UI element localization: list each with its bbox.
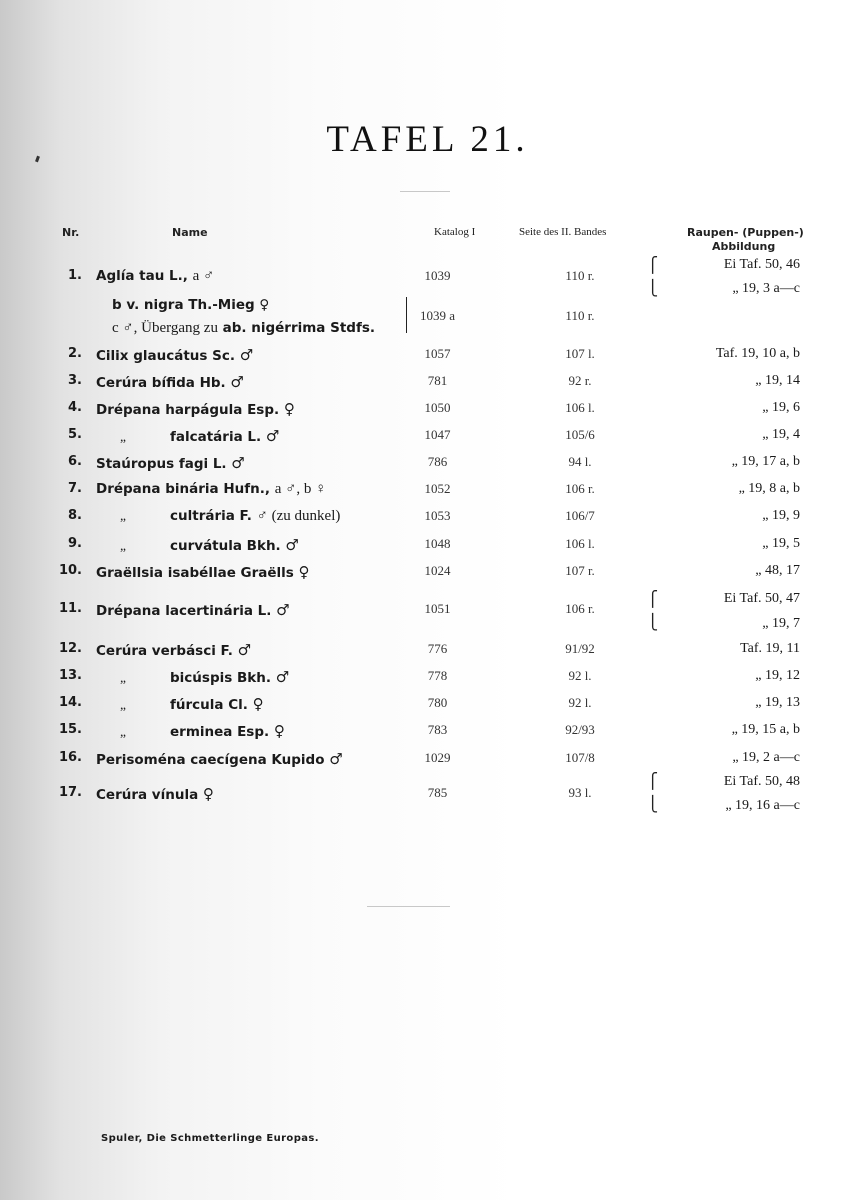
species-name xyxy=(96,427,279,445)
species-name xyxy=(96,454,245,472)
row-number: 4. xyxy=(68,400,82,415)
footer-credit: Spuler, Die Schmetterlinge Europas. xyxy=(101,1133,319,1144)
species-label: ab. nigérrima Stdfs. xyxy=(222,320,375,336)
row-number: 12. xyxy=(58,641,82,656)
specimen-note: a ♂, b ♀ xyxy=(274,481,327,497)
species-label: Perisoména caecígena Kupido xyxy=(96,752,325,768)
page-reference: 91/92 xyxy=(565,641,595,656)
sex-symbol: ♂ xyxy=(231,454,245,472)
row-number: 13. xyxy=(58,668,82,683)
ditto-mark: „ xyxy=(120,697,126,712)
row-number: 1. xyxy=(68,268,82,283)
brace-bottom: ⎩ xyxy=(647,615,659,631)
page-reference: 107 l. xyxy=(565,346,595,361)
page-reference: 106 l. xyxy=(565,400,595,415)
row-number: 9. xyxy=(68,536,82,551)
abbildung-reference: „ 19, 12 xyxy=(755,668,800,683)
abbildung-reference: Ei Taf. 50, 46 xyxy=(723,257,800,272)
katalog-number: 783 xyxy=(427,722,448,737)
ditto-mark: „ xyxy=(120,508,126,523)
page-reference: 94 l. xyxy=(568,454,592,469)
species-name xyxy=(96,563,310,581)
species-label: Cerúra verbásci F. xyxy=(96,643,233,659)
sex-symbol: ♂ xyxy=(237,641,252,659)
page-reference: 110 r. xyxy=(565,308,595,323)
specimen-note: c ♂, Übergang zu xyxy=(112,320,218,336)
species-name xyxy=(96,400,295,418)
katalog-number: 1057 xyxy=(424,346,451,361)
page-reference: 92 l. xyxy=(568,668,592,683)
row-number: 11. xyxy=(58,601,82,616)
katalog-number: 1053 xyxy=(424,508,451,523)
abbildung-reference: „ 19, 9 xyxy=(762,508,800,523)
species-label: Graëllsia isabéllae Graëlls xyxy=(96,565,294,581)
abbildung-reference: „ 19, 3 a—c xyxy=(732,281,800,296)
abbildung-reference: „ 19, 16 a—c xyxy=(725,798,800,813)
abbildung-reference: „ 19, 2 a—c xyxy=(732,750,800,765)
sex-symbol: ♀ xyxy=(273,722,285,740)
species-label: Aglía tau L., xyxy=(96,268,188,284)
brace-bottom: ⎩ xyxy=(647,281,659,297)
katalog-number: 776 xyxy=(427,641,448,656)
abbildung-reference: „ 19, 15 a, b xyxy=(731,722,800,737)
page-reference: 92/93 xyxy=(565,722,595,737)
abbildung-reference: „ 19, 7 xyxy=(762,616,800,631)
page-reference: 106 r. xyxy=(565,481,595,496)
species-name: b v. nigra Th.-Mieg ♀ xyxy=(112,297,270,313)
species-name xyxy=(96,641,251,659)
row-number: 6. xyxy=(68,454,82,469)
sex-symbol: ♂ xyxy=(230,373,244,391)
species-name xyxy=(96,722,285,740)
katalog-number: 786 xyxy=(427,454,448,469)
page-reference: 110 r. xyxy=(565,268,595,283)
katalog-number: 1024 xyxy=(424,563,451,578)
sex-symbol: ♂ xyxy=(276,601,290,619)
row-number: 3. xyxy=(68,373,82,388)
ditto-mark: „ xyxy=(120,724,126,739)
species-name xyxy=(96,373,244,391)
sex-symbol: ♂ xyxy=(265,427,280,445)
row-number: 10. xyxy=(58,563,82,578)
species-name xyxy=(96,346,253,364)
katalog-number: 1051 xyxy=(424,601,451,616)
abbildung-reference: Ei Taf. 50, 47 xyxy=(723,591,800,606)
specimen-note: ♂ (zu dunkel) xyxy=(256,508,341,524)
page-reference: 105/6 xyxy=(565,427,595,442)
abbildung-reference: „ 19, 13 xyxy=(755,695,800,710)
abbildung-reference: Taf. 19, 11 xyxy=(740,641,800,656)
species-name xyxy=(96,508,340,525)
divider xyxy=(367,906,450,907)
divider xyxy=(400,191,450,192)
katalog-number: 1029 xyxy=(424,750,451,765)
katalog-number: 1048 xyxy=(424,536,451,551)
species-label: curvátula Bkh. xyxy=(170,538,281,554)
row-number: 15. xyxy=(58,722,82,737)
katalog-number: 1039 xyxy=(424,268,451,283)
species-label: Cilix glaucátus Sc. xyxy=(96,348,235,364)
row-number: 17. xyxy=(58,785,82,800)
page-reference: 106 l. xyxy=(565,536,595,551)
sex-symbol: ♀ xyxy=(283,400,295,418)
specimen-note: a ♂ xyxy=(192,268,215,284)
ditto-mark: „ xyxy=(120,429,126,444)
page-reference: 92 l. xyxy=(568,695,592,710)
species-label: Drépana harpágula Esp. xyxy=(96,402,280,418)
species-name xyxy=(96,481,326,498)
katalog-number: 1039 a xyxy=(419,308,456,323)
row-number: 7. xyxy=(68,481,82,496)
sex-symbol: ♂ xyxy=(329,750,343,768)
species-name xyxy=(112,320,375,337)
page-reference: 106 r. xyxy=(565,601,595,616)
header-abbildung-sub: Abbildung xyxy=(712,240,776,253)
species-name xyxy=(96,536,299,554)
abbildung-reference: „ 48, 17 xyxy=(755,563,800,578)
species-name xyxy=(96,750,343,768)
row-number: 16. xyxy=(58,750,82,765)
sex-symbol: ♂ xyxy=(285,536,299,554)
species-name xyxy=(96,785,214,803)
abbildung-reference: „ 19, 5 xyxy=(762,536,800,551)
abbildung-reference: Taf. 19, 10 a, b xyxy=(715,346,800,361)
row-number: 8. xyxy=(68,508,82,523)
abbildung-reference: „ 19, 4 xyxy=(762,427,800,442)
row-number: 5. xyxy=(68,427,82,442)
katalog-number: 785 xyxy=(427,785,448,800)
species-label: Cerúra vínula xyxy=(96,787,199,803)
header-nr: Nr. xyxy=(62,226,80,239)
sex-symbol: ♂ xyxy=(275,668,290,686)
sex-symbol: ♂ xyxy=(239,346,254,364)
page-reference: 106/7 xyxy=(565,508,595,523)
species-label: Drépana lacertinária L. xyxy=(96,603,272,619)
species-name xyxy=(96,668,289,686)
brace-top: ⎧ xyxy=(647,258,659,274)
katalog-number: 1047 xyxy=(424,427,451,442)
abbildung-reference: Ei Taf. 50, 48 xyxy=(723,774,800,789)
sex-symbol: ♀ xyxy=(202,785,214,803)
katalog-number: 778 xyxy=(427,668,448,683)
ditto-mark: „ xyxy=(120,538,126,553)
ditto-mark: „ xyxy=(120,670,126,685)
page-reference: 93 l. xyxy=(568,785,592,800)
page-reference: 107/8 xyxy=(565,750,595,765)
abbildung-reference: „ 19, 17 a, b xyxy=(731,454,800,469)
species-label: Cerúra bífida Hb. xyxy=(96,375,226,391)
header-seite: Seite des II. Bandes xyxy=(519,226,607,238)
species-name xyxy=(96,268,214,285)
species-name xyxy=(96,601,290,619)
species-label: falcatária L. xyxy=(170,429,262,445)
header-name: Name xyxy=(172,226,208,239)
brace-top: ⎧ xyxy=(647,592,659,608)
abbildung-reference: „ 19, 14 xyxy=(755,373,800,388)
sex-symbol: ♀ xyxy=(298,563,310,581)
brace-top: ⎧ xyxy=(647,774,659,790)
katalog-number: 1052 xyxy=(424,481,451,496)
abbildung-reference: „ 19, 6 xyxy=(762,400,800,415)
row-number: 14. xyxy=(58,695,82,710)
katalog-number: 1050 xyxy=(424,400,451,415)
species-label: cultrária F. xyxy=(170,508,252,524)
katalog-number: 780 xyxy=(427,695,448,710)
species-label: Drépana binária Hufn., xyxy=(96,481,270,497)
species-label: fúrcula Cl. xyxy=(170,697,248,713)
brace-bottom: ⎩ xyxy=(647,797,659,813)
species-name xyxy=(96,695,264,713)
page-title: TAFEL 21. xyxy=(326,119,529,160)
header-abbildung: Raupen- (Puppen-) xyxy=(687,226,804,239)
sex-symbol: ♀ xyxy=(252,695,264,713)
species-label: erminea Esp. xyxy=(170,724,270,740)
page-reference: 107 r. xyxy=(565,563,595,578)
abbildung-reference: „ 19, 8 a, b xyxy=(738,481,800,496)
header-katalog: Katalog I xyxy=(434,226,476,238)
species-label: bicúspis Bkh. xyxy=(170,670,271,686)
row-number: 2. xyxy=(68,346,82,361)
page-reference: 92 r. xyxy=(568,373,592,388)
katalog-number: 781 xyxy=(427,373,448,388)
species-label: Staúropus fagi L. xyxy=(96,456,227,472)
